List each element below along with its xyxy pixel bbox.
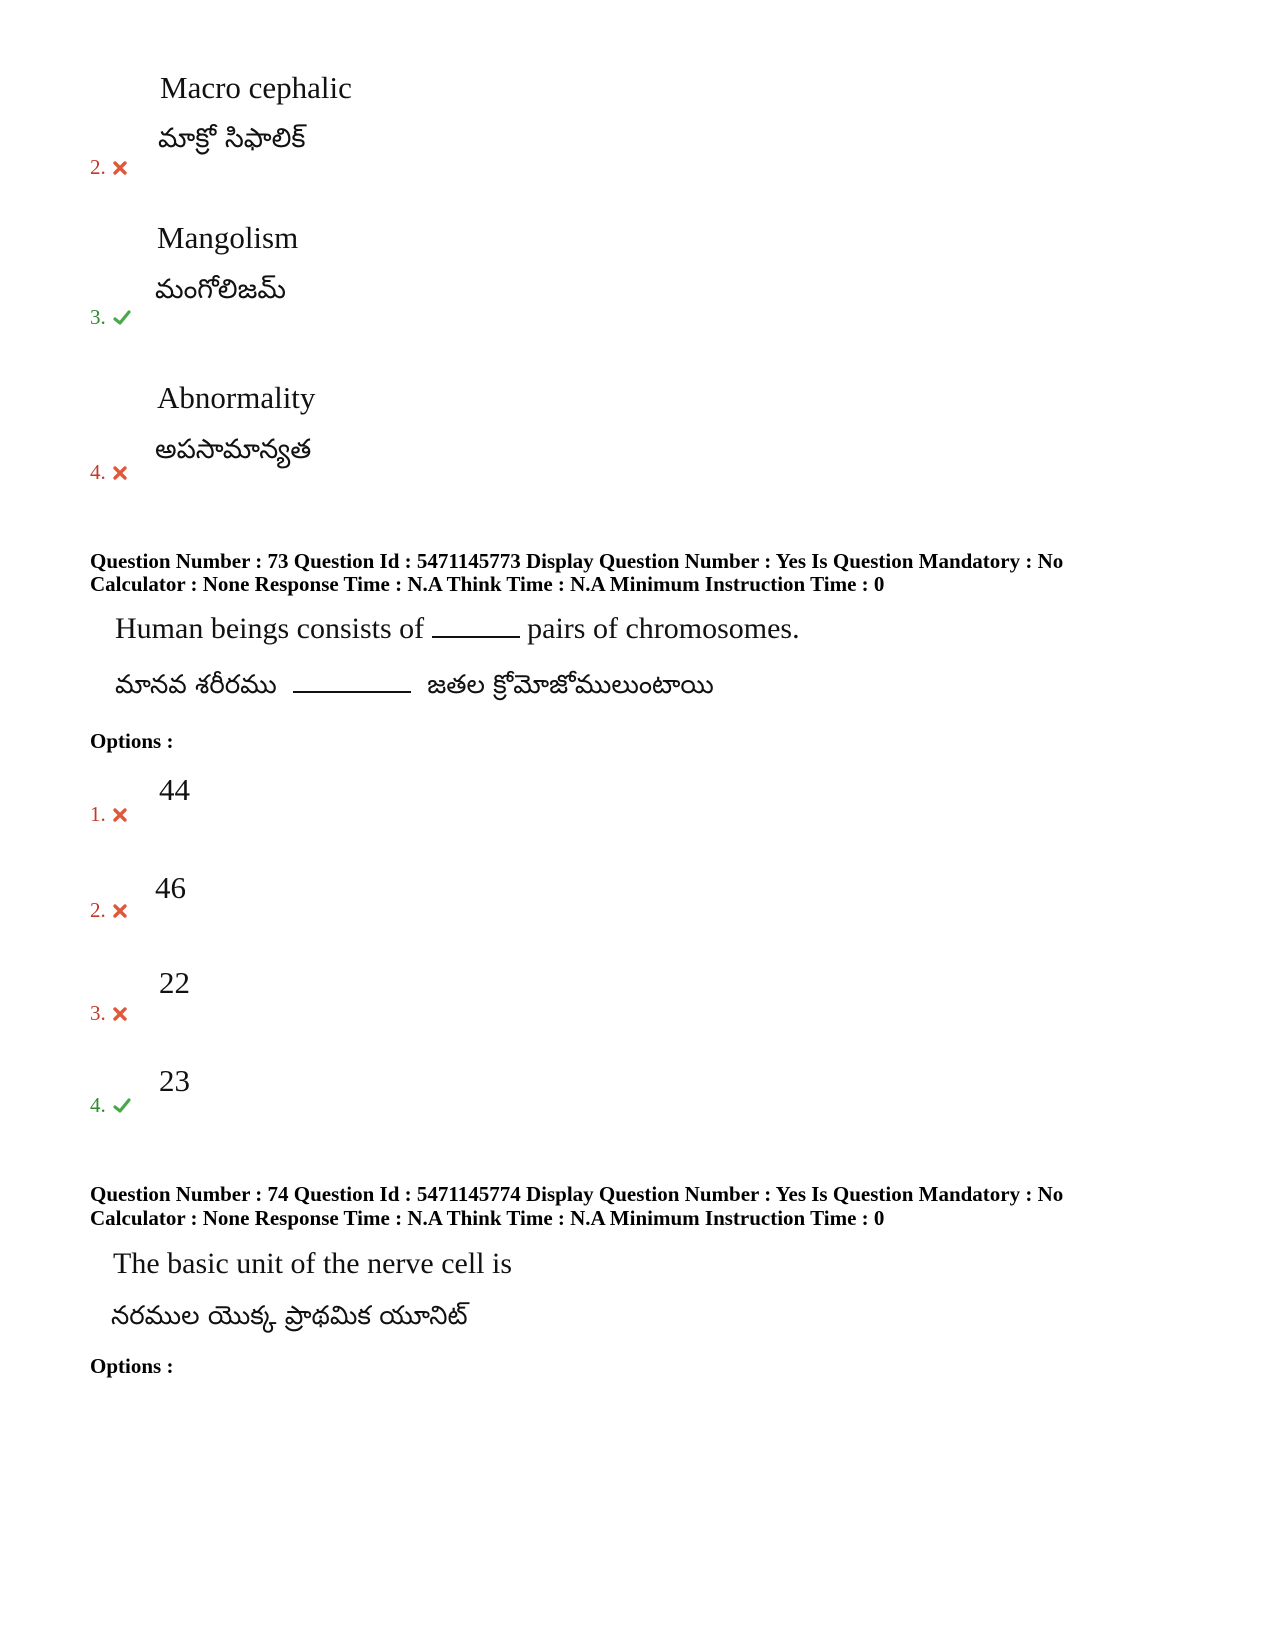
prev-option-4-marker (90, 460, 128, 484)
q74-question-text-en: The basic unit of the nerve cell is (113, 1247, 513, 1280)
q73-text-en-after: pairs of chromosomes. (527, 612, 800, 645)
q73-meta-line-2: Calculator : None Response Time : N.A Think Time : N.A Minimum Instruction Time : 0 (90, 572, 885, 596)
q73-option-1-text: 44 (159, 772, 190, 807)
cross-icon (112, 807, 128, 823)
q73-meta-line-1: Question Number : 73 Question Id : 5471145773 Display Question Number : Yes Is Question Mandatory : No (90, 549, 1064, 573)
prev-option-4-text-te: అపసామాన్యత (155, 434, 312, 465)
q73-option-2-text: 46 (155, 870, 186, 905)
q73-text-te-after: జతల క్రోమోజోములుంటాయి (427, 670, 714, 700)
check-icon (112, 1098, 132, 1114)
q73-option-4-marker (90, 1093, 132, 1117)
prev-option-2-text-en: Macro cephalic (160, 70, 352, 105)
q73-option-2-marker (90, 898, 128, 922)
check-icon (112, 310, 132, 326)
prev-option-3-marker (90, 305, 132, 329)
prev-option-2-text-te: మాక్రో సిఫాలిక్ (158, 123, 306, 154)
q73-text-en-before: Human beings consists of (115, 612, 425, 645)
q73-blank-te (293, 667, 411, 693)
prev-option-2-number: 2. (90, 155, 106, 179)
cross-icon (112, 465, 128, 481)
q73-option-2-number: 2. (90, 898, 106, 922)
q74-meta-line-1: Question Number : 74 Question Id : 5471145774 Display Question Number : Yes Is Question Mandatory : No (90, 1182, 1064, 1206)
cross-icon (112, 903, 128, 919)
q73-option-3-number: 3. (90, 1001, 106, 1025)
q73-option-3-marker (90, 1001, 128, 1025)
q74-question-text-te: నరముల యొక్క ప్రాథమిక యూనిట్ (111, 1301, 468, 1331)
q73-question-text-en (115, 611, 800, 647)
q73-options-label: Options : (90, 729, 174, 753)
prev-option-2-marker (90, 155, 128, 179)
q73-option-3-text: 22 (159, 965, 190, 1000)
cross-icon (112, 1006, 128, 1022)
q74-meta-line-2: Calculator : None Response Time : N.A Think Time : N.A Minimum Instruction Time : 0 (90, 1206, 885, 1230)
q73-option-4-text: 23 (159, 1063, 190, 1098)
prev-option-3-text-te: మంగోలిజమ్ (155, 274, 286, 305)
q73-option-4-number: 4. (90, 1093, 106, 1117)
q73-option-1-marker (90, 802, 128, 826)
q74-options-label: Options : (90, 1354, 174, 1378)
q73-blank-en (432, 612, 520, 638)
q73-question-text-te (115, 667, 714, 702)
cross-icon (112, 160, 128, 176)
prev-option-4-text-en: Abnormality (157, 380, 316, 415)
prev-option-3-text-en: Mangolism (157, 220, 299, 255)
q73-text-te-before: మానవ శరీరము (115, 670, 277, 700)
prev-option-4-number: 4. (90, 460, 106, 484)
prev-option-3-number: 3. (90, 305, 106, 329)
q73-option-1-number: 1. (90, 802, 106, 826)
